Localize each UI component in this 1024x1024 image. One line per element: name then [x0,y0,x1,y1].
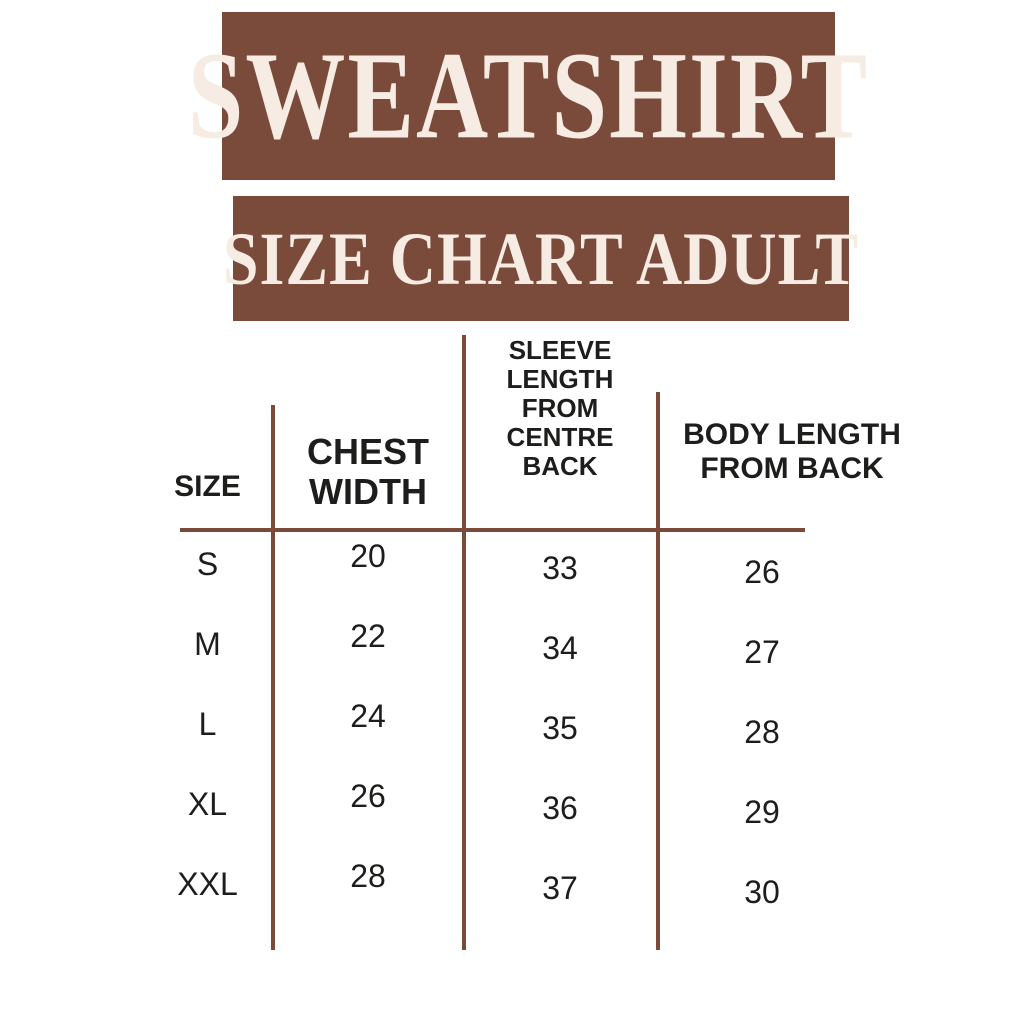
cell-body: 28 [744,714,780,750]
cell-chest: 28 [350,858,386,894]
page-subtitle: SIZE CHART ADULT [222,216,860,300]
cell-chest: 22 [350,618,386,654]
column-header-size: SIZE [174,470,241,503]
table-row [140,860,940,940]
cell-size: L [198,706,217,742]
cell-sleeve: 33 [542,550,578,586]
subtitle-banner [222,196,860,321]
table-row [140,540,940,620]
column-header-sleeve: SLEEVE LENGTH FROM CENTRE BACK [506,335,614,482]
cell-chest: 24 [350,698,386,734]
cell-size: XXL [177,866,238,902]
cell-body: 27 [744,634,780,670]
page-title: SWEATSHIRT [187,26,870,165]
column-header-body: BODY LENGTH FROM BACK [683,418,901,485]
cell-sleeve: 36 [542,790,578,826]
cell-sleeve: 37 [542,870,578,906]
title-banner [187,12,870,180]
size-table [140,330,940,970]
header-divider [180,528,805,532]
cell-body: 30 [744,874,780,910]
cell-body: 29 [744,794,780,830]
cell-size: M [194,626,221,662]
cell-size: S [196,546,219,582]
cell-body: 26 [744,554,780,590]
cell-sleeve: 35 [542,710,578,746]
cell-size: XL [187,786,228,822]
column-header-chest: CHEST WIDTH [306,431,429,513]
table-row [140,700,940,780]
cell-chest: 20 [350,538,386,574]
cell-chest: 26 [350,778,386,814]
table-row [140,620,940,700]
table-row [140,780,940,860]
cell-sleeve: 34 [542,630,578,666]
